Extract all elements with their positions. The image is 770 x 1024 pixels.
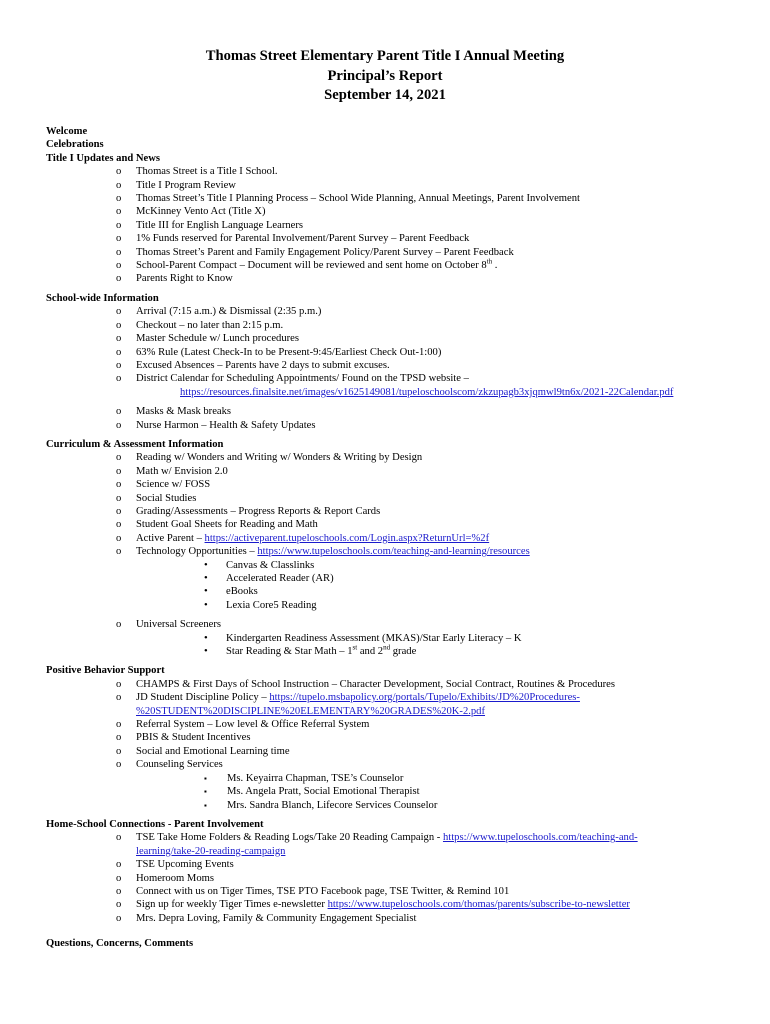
list-item-text: Universal Screeners [136, 619, 222, 631]
circle-bullet-icon: o [116, 692, 122, 704]
pbs-list [46, 678, 736, 772]
square-bullet-icon: ▪ [204, 800, 207, 810]
list-item [46, 518, 736, 531]
circle-bullet-icon: o [116, 166, 122, 178]
circle-bullet-icon: o [116, 532, 122, 544]
list-item [46, 745, 736, 758]
circle-bullet-icon: o [116, 179, 122, 191]
list-item-text: Social Studies [136, 492, 197, 504]
list-item-text: Checkout – no later than 2:15 p.m. [136, 319, 284, 331]
list-item [46, 179, 736, 192]
circle-bullet-icon: o [116, 373, 122, 385]
circle-bullet-icon: o [116, 505, 122, 517]
superscript: st [352, 643, 358, 652]
list-item [46, 332, 736, 345]
list-item-text: Science w/ FOSS [136, 479, 211, 491]
list-item-text: Lexia Core5 Reading [226, 599, 317, 611]
list-item-text: Grading/Assessments – Progress Reports & Report Cards [136, 505, 381, 517]
circle-bullet-icon: o [116, 260, 122, 272]
circle-bullet-icon: o [116, 519, 122, 531]
counselors-sublist [46, 772, 736, 812]
list-item [46, 478, 736, 491]
newsletter-link[interactable]: https://www.tupeloschools.com/thomas/parents/subscribe-to-newsletter [327, 899, 630, 911]
list-item [46, 858, 736, 871]
circle-bullet-icon: o [116, 465, 122, 477]
list-item-text: Sign up for weekly Tiger Times e-newsletter [136, 899, 328, 911]
sub-list-item [46, 599, 736, 612]
list-item [46, 419, 736, 432]
list-item-text: Ms. Keyairra Chapman, TSE’s Counselor [227, 772, 404, 784]
sub-list-item [46, 645, 736, 658]
list-item-text: CHAMPS & First Days of School Instruction – Character Development, Social Contract, Routines & Procedures [136, 678, 616, 690]
home-school-list [46, 831, 736, 925]
circle-bullet-icon: o [116, 193, 122, 205]
circle-bullet-icon: o [116, 492, 122, 504]
list-item [46, 532, 736, 545]
superscript: th [486, 257, 493, 266]
list-item-text: TSE Take Home Folders & Reading Logs/Take 20 Reading Campaign - [136, 832, 443, 844]
list-item [46, 465, 736, 478]
compact-text: School-Parent Compact – Document will be reviewed and sent home on October 8 [136, 260, 487, 272]
circle-bullet-icon: o [116, 719, 122, 731]
document-title [0, 47, 770, 106]
circle-bullet-icon: o [116, 346, 122, 358]
circle-bullet-icon: o [116, 546, 122, 558]
circle-bullet-icon: o [116, 899, 122, 911]
list-item-text: TSE Upcoming Events [136, 859, 234, 871]
circle-bullet-icon: o [116, 859, 122, 871]
list-item-text: Thomas Street’s Parent and Family Engagement Policy/Parent Survey – Parent Feedback [136, 246, 514, 258]
circle-bullet-icon: o [116, 479, 122, 491]
list-item-text: Title I Program Review [136, 179, 236, 191]
circle-bullet-icon: o [116, 872, 122, 884]
take-20-link-cont[interactable]: learning/take-20-reading-campaign [136, 845, 286, 857]
list-item [46, 219, 736, 232]
list-item-text: Counseling Services [136, 759, 223, 771]
list-item [46, 246, 736, 259]
circle-bullet-icon: o [116, 419, 122, 431]
circle-bullet-icon: o [116, 452, 122, 464]
list-item-text: Connect with us on Tiger Times, TSE PTO Facebook page, TSE Twitter, & Remind 101 [136, 885, 510, 897]
list-item [46, 691, 736, 718]
list-item-text: Homeroom Moms [136, 872, 214, 884]
document-body [46, 125, 736, 951]
heading-home-school: Home-School Connections - Parent Involvement [46, 818, 264, 830]
list-item-text: Thomas Street’s Title I Planning Process – School Wide Planning, Annual Meetings, Parent Involvement [136, 193, 580, 205]
circle-bullet-icon: o [116, 912, 122, 924]
circle-bullet-icon: o [116, 333, 122, 345]
list-item [46, 165, 736, 178]
bullet-icon: • [204, 573, 208, 584]
list-item-text: PBIS & Student Incentives [136, 732, 251, 744]
heading-welcome: Welcome [46, 126, 88, 137]
list-item [46, 718, 736, 731]
list-item-text: 1% Funds reserved for Parental Involvement/Parent Survey – Parent Feedback [136, 233, 470, 245]
list-item [46, 346, 736, 359]
list-item-text: Thomas Street is a Title I School. [136, 166, 278, 178]
list-item-text: Masks & Mask breaks [136, 406, 232, 418]
bullet-icon: • [204, 632, 208, 644]
list-item-text: Kindergarten Readiness Assessment (MKAS)/Star Early Literacy – K [226, 632, 522, 644]
circle-bullet-icon: o [116, 273, 122, 285]
discipline-policy-link-cont[interactable]: %20STUDENT%20DISCIPLINE%20ELEMENTARY%20GRADES%20K-2.pdf [136, 705, 486, 717]
technology-link[interactable]: https://www.tupeloschools.com/teaching-and-learning/resources [257, 546, 530, 558]
list-item-text: Student Goal Sheets for Reading and Math [136, 519, 318, 531]
list-item-text: Master Schedule w/ Lunch procedures [136, 333, 299, 345]
list-item [46, 678, 736, 691]
list-item-text: eBooks [226, 586, 258, 598]
list-item-text: Mrs. Depra Loving, Family & Community Engagement Specialist [136, 912, 417, 924]
sub-list-item [46, 572, 736, 585]
take-20-link[interactable]: https://www.tupeloschools.com/teaching-and- [442, 832, 638, 844]
list-item [46, 912, 736, 925]
list-item-text: Excused Absences – Parents have 2 days to submit excuses. [136, 359, 390, 371]
list-item-text: Mrs. Sandra Blanch, Lifecore Services Counselor [227, 799, 438, 811]
circle-bullet-icon: o [116, 678, 122, 690]
list-item-text: 63% Rule (Latest Check-In to be Present-9:45/Earliest Check Out-1:00) [136, 346, 442, 358]
circle-bullet-icon: o [116, 406, 122, 418]
list-item [46, 192, 736, 205]
heading-curriculum: Curriculum & Assessment Information [46, 438, 224, 450]
circle-bullet-icon: o [116, 732, 122, 744]
list-item-text: Title III for English Language Learners [136, 219, 303, 231]
list-item-text: Nurse Harmon – Health & Safety Updates [136, 419, 316, 431]
list-item-text: Canvas & Classlinks [226, 559, 315, 571]
heading-schoolwide: School-wide Information [46, 292, 159, 304]
circle-bullet-icon: o [116, 885, 122, 897]
schoolwide-list [46, 305, 736, 432]
list-item [46, 305, 736, 318]
list-item-text: Parents Right to Know [136, 273, 233, 285]
list-item-text: Technology Opportunities – [136, 546, 258, 558]
circle-bullet-icon: o [116, 745, 122, 757]
circle-bullet-icon: o [116, 832, 122, 844]
circle-bullet-icon: o [116, 759, 122, 771]
list-item [46, 885, 736, 898]
list-item-text: Reading w/ Wonders and Writing w/ Wonders & Writing by Design [136, 452, 423, 464]
list-item [46, 872, 736, 885]
list-item [46, 319, 736, 332]
circle-bullet-icon: o [116, 246, 122, 258]
circle-bullet-icon: o [116, 206, 122, 218]
list-item-text: Ms. Angela Pratt, Social Emotional Therapist [227, 786, 420, 798]
list-item-text: McKinney Vento Act (Title X) [136, 206, 266, 218]
title-line-3: September 14, 2021 [324, 87, 446, 103]
list-item [46, 545, 736, 558]
circle-bullet-icon: o [116, 233, 122, 245]
superscript: nd [383, 643, 391, 652]
list-item [46, 731, 736, 744]
list-item [46, 618, 736, 631]
list-item-text: Social and Emotional Learning time [136, 745, 290, 757]
sub-list-item [46, 772, 736, 785]
list-item [46, 232, 736, 245]
list-item-text: Accelerated Reader (AR) [226, 573, 334, 584]
screeners-list [46, 618, 736, 631]
list-item-text: Math w/ Envision 2.0 [136, 465, 228, 477]
circle-bullet-icon: o [116, 319, 122, 331]
list-item [46, 505, 736, 518]
technology-sublist [46, 559, 736, 613]
list-item [46, 272, 736, 285]
circle-bullet-icon: o [116, 306, 122, 318]
bullet-icon: • [204, 586, 208, 598]
curriculum-list [46, 451, 736, 558]
list-item [46, 831, 736, 858]
bullet-icon: • [204, 646, 208, 658]
heading-questions: Questions, Concerns, Comments [46, 938, 194, 950]
discipline-policy-link[interactable]: https://tupelo.msbapolicy.org/portals/Tupelo/Exhibits/JD%20Procedures- [269, 692, 580, 704]
sub-list-item [46, 559, 736, 572]
list-item [46, 492, 736, 505]
bullet-icon: • [204, 599, 208, 611]
list-item [46, 405, 736, 418]
circle-bullet-icon: o [116, 359, 122, 371]
calendar-link[interactable]: https://resources.finalsite.net/images/v1625149081/tupeloschoolscom/zkzupagb3xjqmwl9tn6x/2021-22Calendar.pdf [180, 386, 674, 398]
star-text-a: Star Reading & Star Math – 1 [226, 646, 353, 658]
square-bullet-icon: ▪ [204, 773, 207, 783]
list-item-text: Referral System – Low level & Office Referral System [136, 719, 370, 731]
list-item-text: Arrival (7:15 a.m.) & Dismissal (2:35 p.m.) [136, 306, 322, 318]
sub-list-item [46, 799, 736, 812]
sub-list-item [46, 785, 736, 798]
screeners-sublist [46, 632, 736, 659]
bullet-icon: • [204, 559, 208, 571]
sub-list-item [46, 632, 736, 645]
star-text-b: and 2 [357, 646, 384, 658]
heading-title-one: Title I Updates and News [46, 152, 160, 164]
list-item-text: District Calendar for Scheduling Appointments/ Found on the TPSD website – [136, 373, 469, 385]
circle-bullet-icon: o [116, 219, 122, 231]
square-bullet-icon: ▪ [204, 787, 207, 797]
list-item [46, 451, 736, 464]
compact-after: . [492, 260, 498, 272]
title-line-2: Principal’s Report [327, 67, 443, 84]
circle-bullet-icon: o [116, 619, 122, 631]
star-text-c: grade [390, 646, 417, 658]
heading-celebrations: Celebrations [46, 139, 104, 151]
list-item [46, 758, 736, 771]
active-parent-link[interactable]: https://activeparent.tupeloschools.com/Login.aspx?ReturnUrl=%2f [204, 532, 490, 544]
heading-positive-behavior: Positive Behavior Support [46, 665, 165, 677]
list-item [46, 372, 736, 399]
list-item-text: Active Parent – [136, 532, 205, 544]
list-item [46, 359, 736, 372]
sub-list-item [46, 585, 736, 598]
list-item [46, 205, 736, 218]
list-item-text: JD Student Discipline Policy – [136, 692, 270, 704]
title-one-list [46, 165, 736, 286]
list-item [46, 898, 736, 911]
title-line-1: Thomas Street Elementary Parent Title I Annual Meeting [205, 48, 565, 64]
list-item [46, 259, 736, 272]
